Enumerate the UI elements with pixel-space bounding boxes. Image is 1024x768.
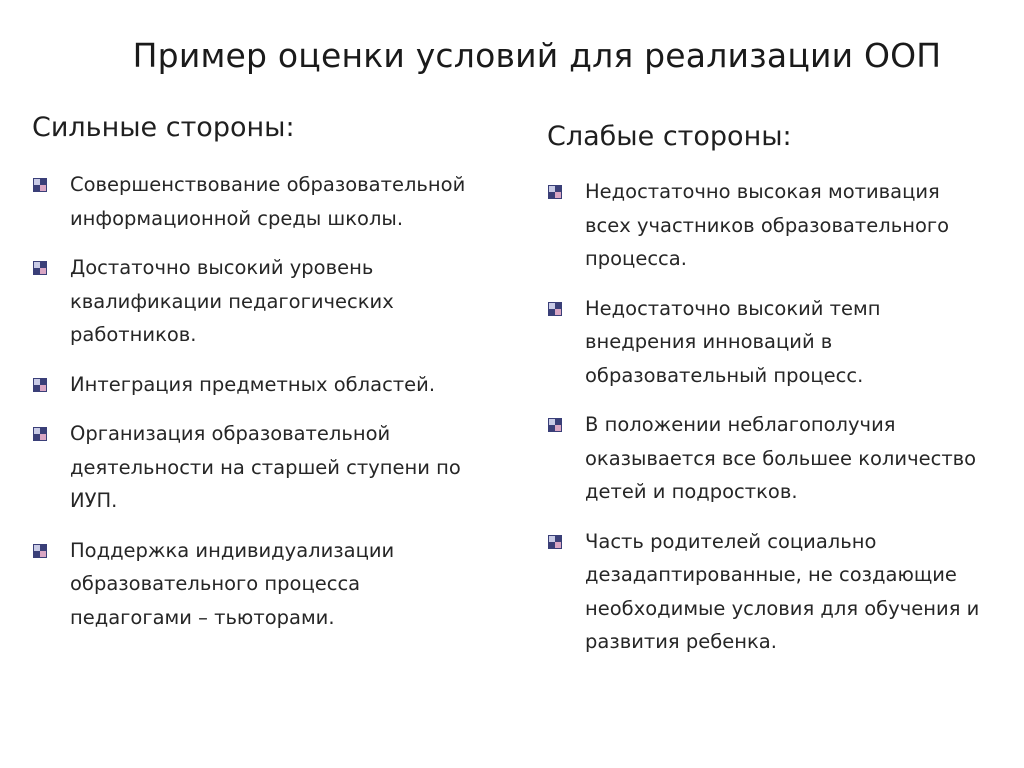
list-item [32,168,470,235]
list-item-text: Недостаточно высокая мотивация всех участников образовательного процесса. [585,180,950,270]
list-item-text: Поддержка индивидуализации образовательного процесса педагогами – тьюторами. [70,538,395,629]
checker-square-bullet-icon [33,178,47,192]
list-item [547,292,985,393]
weaknesses-heading: Слабые стороны: [547,121,792,152]
strengths-heading: Сильные стороны: [32,112,295,143]
list-item [32,251,470,352]
checker-square-bullet-icon [548,418,562,432]
list-item [32,534,470,635]
checker-square-bullet-icon [548,185,562,199]
weaknesses-list [547,175,985,675]
list-item-text: Совершенствование образовательной информационной среды школы. [70,173,466,230]
checker-square-bullet-icon [33,378,47,392]
checker-square-bullet-icon [33,261,47,275]
checker-square-bullet-icon [33,427,47,441]
strengths-list [32,168,470,650]
list-item [32,417,470,518]
list-item-text: Организация образовательной деятельности на старшей ступени по ИУП. [70,422,461,512]
checker-square-bullet-icon [548,535,562,549]
list-item [547,408,985,509]
list-item [547,175,985,276]
list-item-text: Достаточно высокий уровень квалификации педагогических работников. [70,256,394,346]
list-item [547,525,985,659]
list-item-text: Недостаточно высокий темп внедрения инноваций в образовательный процесс. [585,296,881,387]
list-item [32,368,470,402]
list-item-text: Часть родителей социально дезадаптированные, не создающие необходимые условия для обучения и развития ребенка. [585,529,980,653]
list-item-text: Интеграция предметных областей. [70,372,436,396]
slide-title: Пример оценки условий для реализации ООП [132,36,942,75]
list-item-text: В положении неблагополучия оказывается все большее количество детей и подростков. [585,413,977,503]
checker-square-bullet-icon [33,544,47,558]
checker-square-bullet-icon [548,302,562,316]
